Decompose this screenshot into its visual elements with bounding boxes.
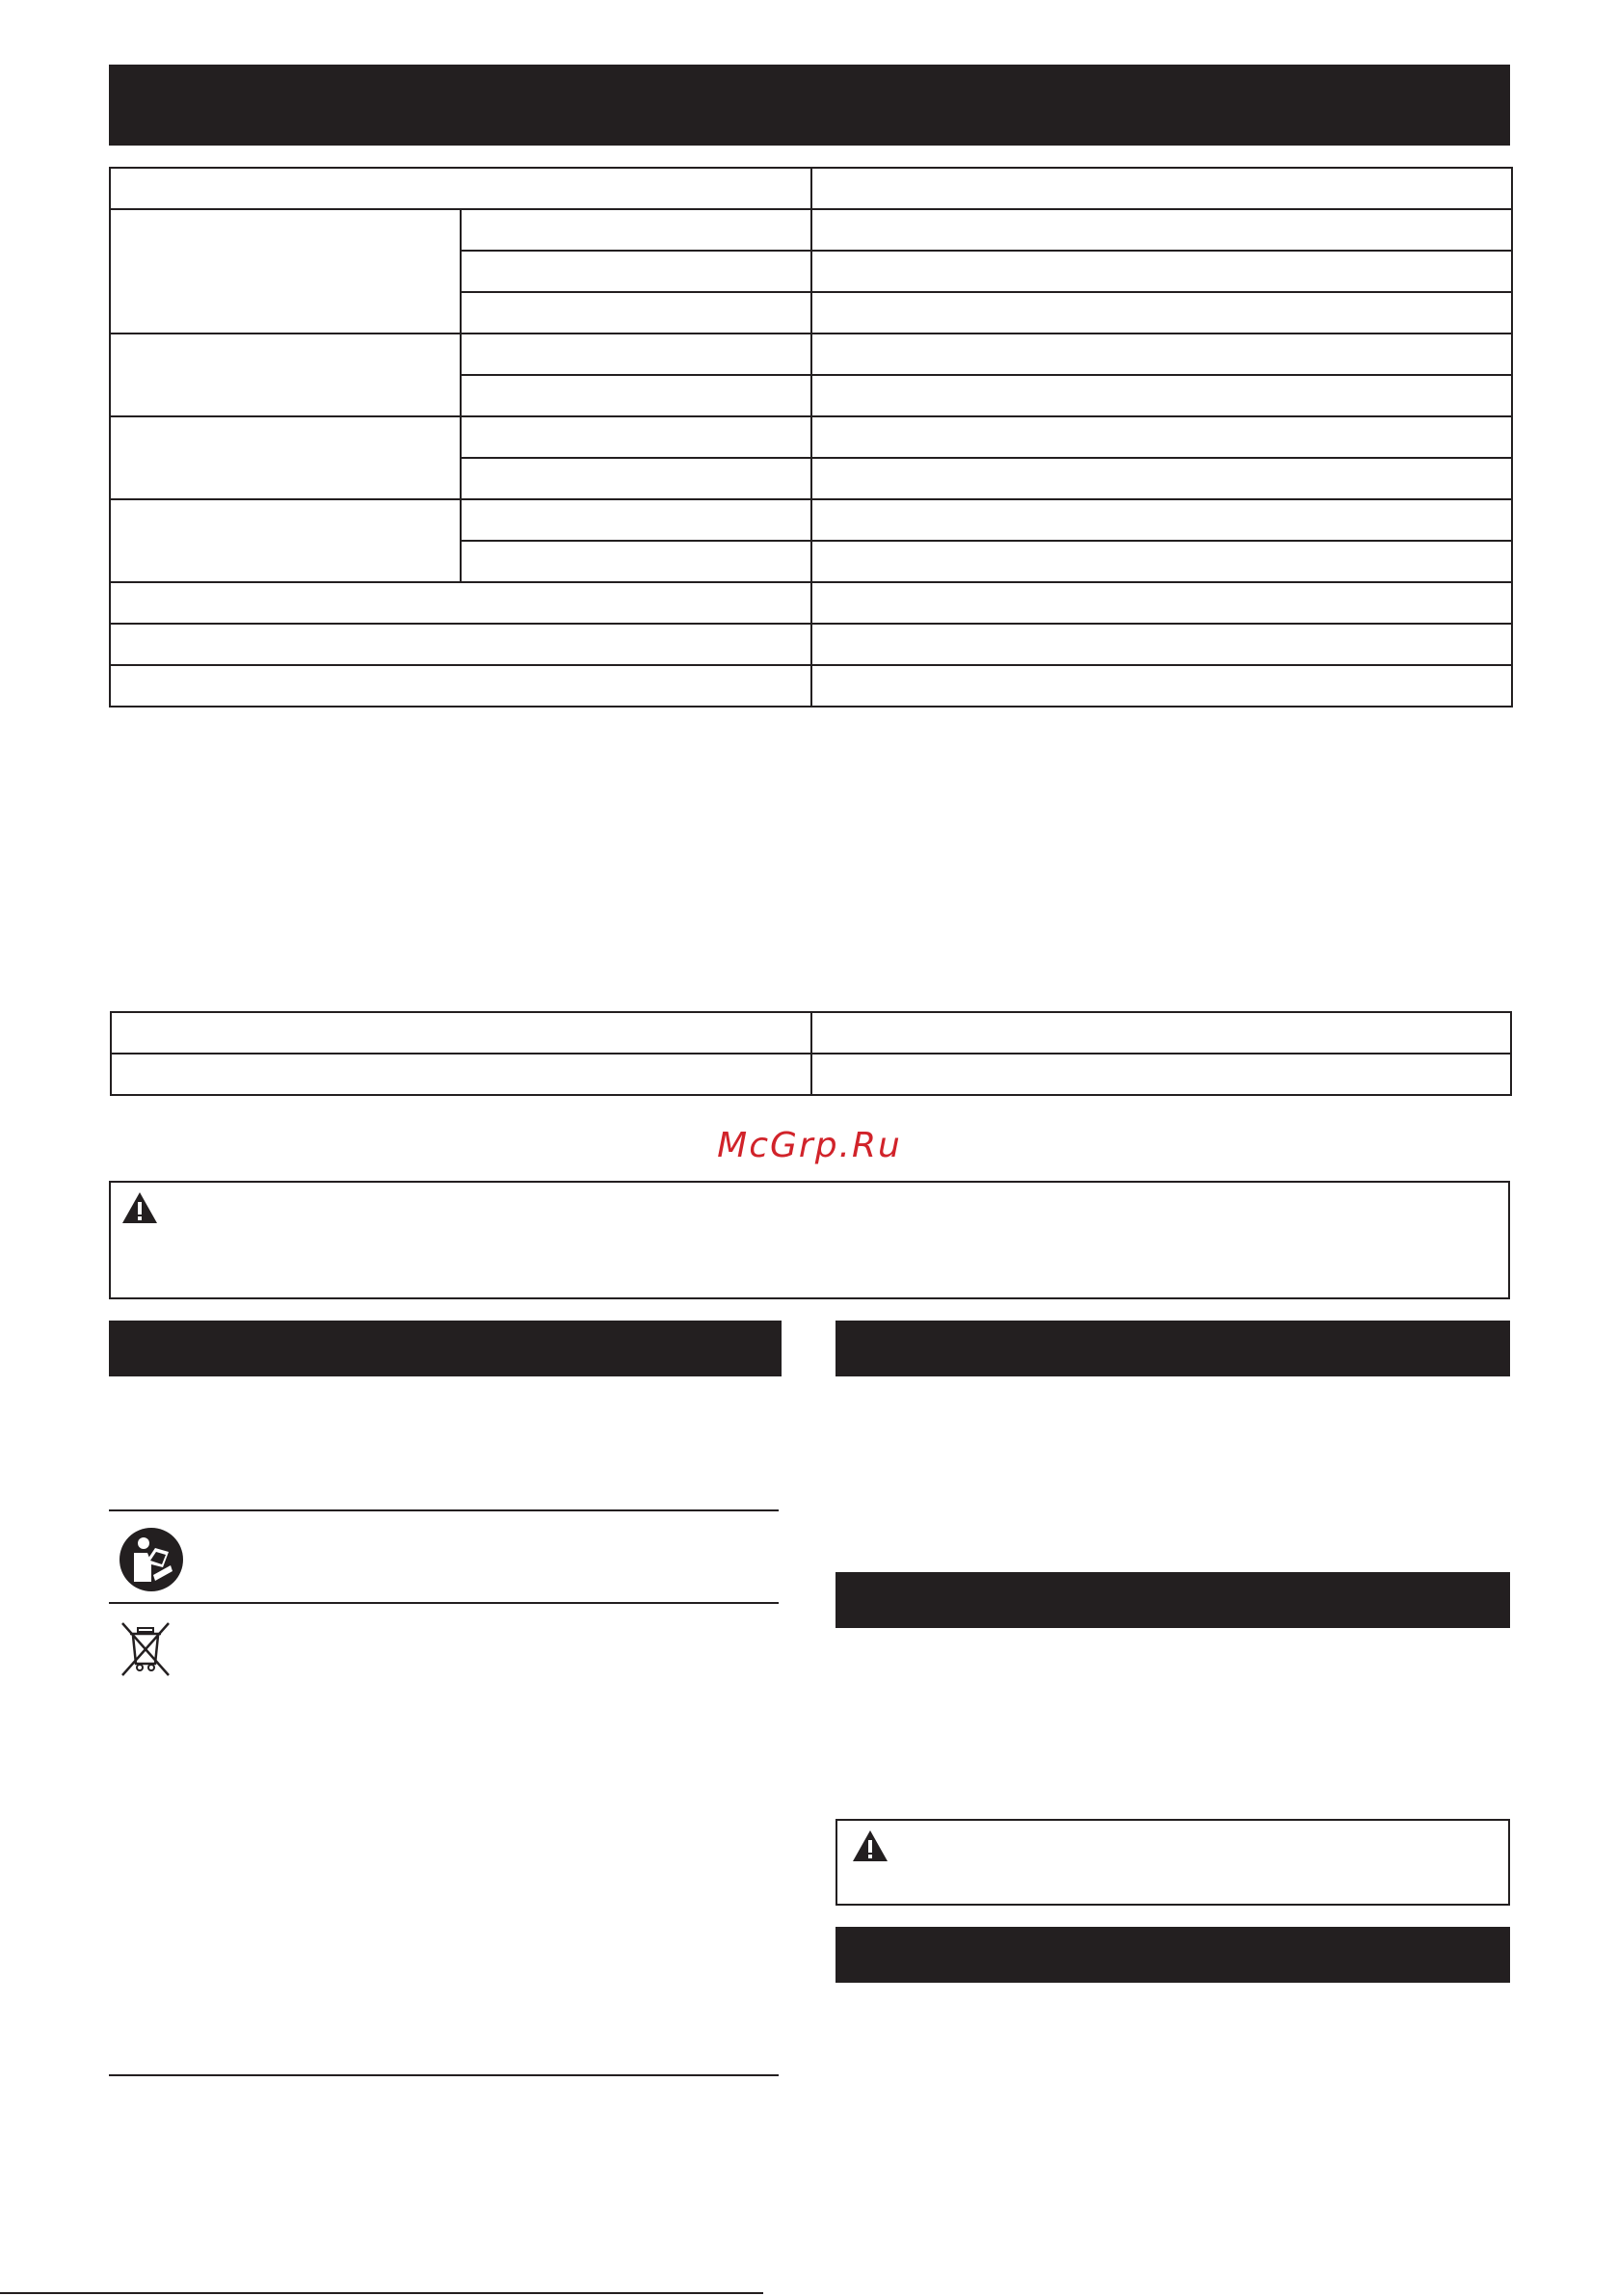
table-cell [110,416,461,499]
warning-box-small [836,1819,1510,1906]
table-cell [811,334,1512,375]
watermark-text: McGrp.Ru [717,1126,902,1165]
table-cell [811,1054,1511,1095]
table-cell [461,541,811,582]
table-row [110,416,1512,458]
table-row [110,665,1512,707]
table-row [110,624,1512,665]
table-cell [811,624,1512,665]
table-cell [811,209,1512,251]
table-cell [461,375,811,416]
table-cell [811,541,1512,582]
table-cell [111,1054,811,1095]
table-cell [461,458,811,499]
table-cell [811,292,1512,334]
table-cell [461,292,811,334]
table-cell [811,499,1512,541]
warning-triangle-icon [120,1190,159,1225]
table-cell [110,624,811,665]
specifications-table [109,167,1513,707]
table-cell [811,665,1512,707]
symbols-divider-middle [109,1602,779,1604]
symbols-divider-top [109,1509,779,1511]
table-cell [461,416,811,458]
symbols-divider-bottom [109,2074,779,2076]
table-cell [811,168,1512,209]
table-row [110,209,1512,251]
table-cell [110,665,811,707]
table-cell [461,209,811,251]
warning-triangle-icon [851,1829,889,1863]
table-row [111,1012,1511,1054]
crossed-bin-icon [119,1619,172,1679]
right-section-bar-1 [836,1321,1510,1376]
table-cell [461,251,811,292]
footer-rule [0,2292,763,2294]
table-row [110,168,1512,209]
table-cell [811,375,1512,416]
table-cell [461,334,811,375]
table-cell [811,458,1512,499]
table-cell [110,582,811,624]
table-row [110,582,1512,624]
left-section-bar [109,1321,782,1376]
table-cell [811,1012,1511,1054]
title-bar [109,65,1510,146]
battery-table [110,1011,1512,1096]
table-row [110,499,1512,541]
table-cell [111,1012,811,1054]
table-cell [461,499,811,541]
warning-box [109,1181,1510,1299]
table-cell [811,416,1512,458]
table-row [110,334,1512,375]
table-cell [811,582,1512,624]
table-cell [110,499,461,582]
right-section-bar-2 [836,1572,1510,1628]
table-cell [110,209,461,334]
table-cell [811,251,1512,292]
table-cell [110,334,461,416]
table-row [111,1054,1511,1095]
read-manual-icon [119,1527,184,1592]
right-section-bar-3 [836,1927,1510,1983]
table-cell [110,168,811,209]
